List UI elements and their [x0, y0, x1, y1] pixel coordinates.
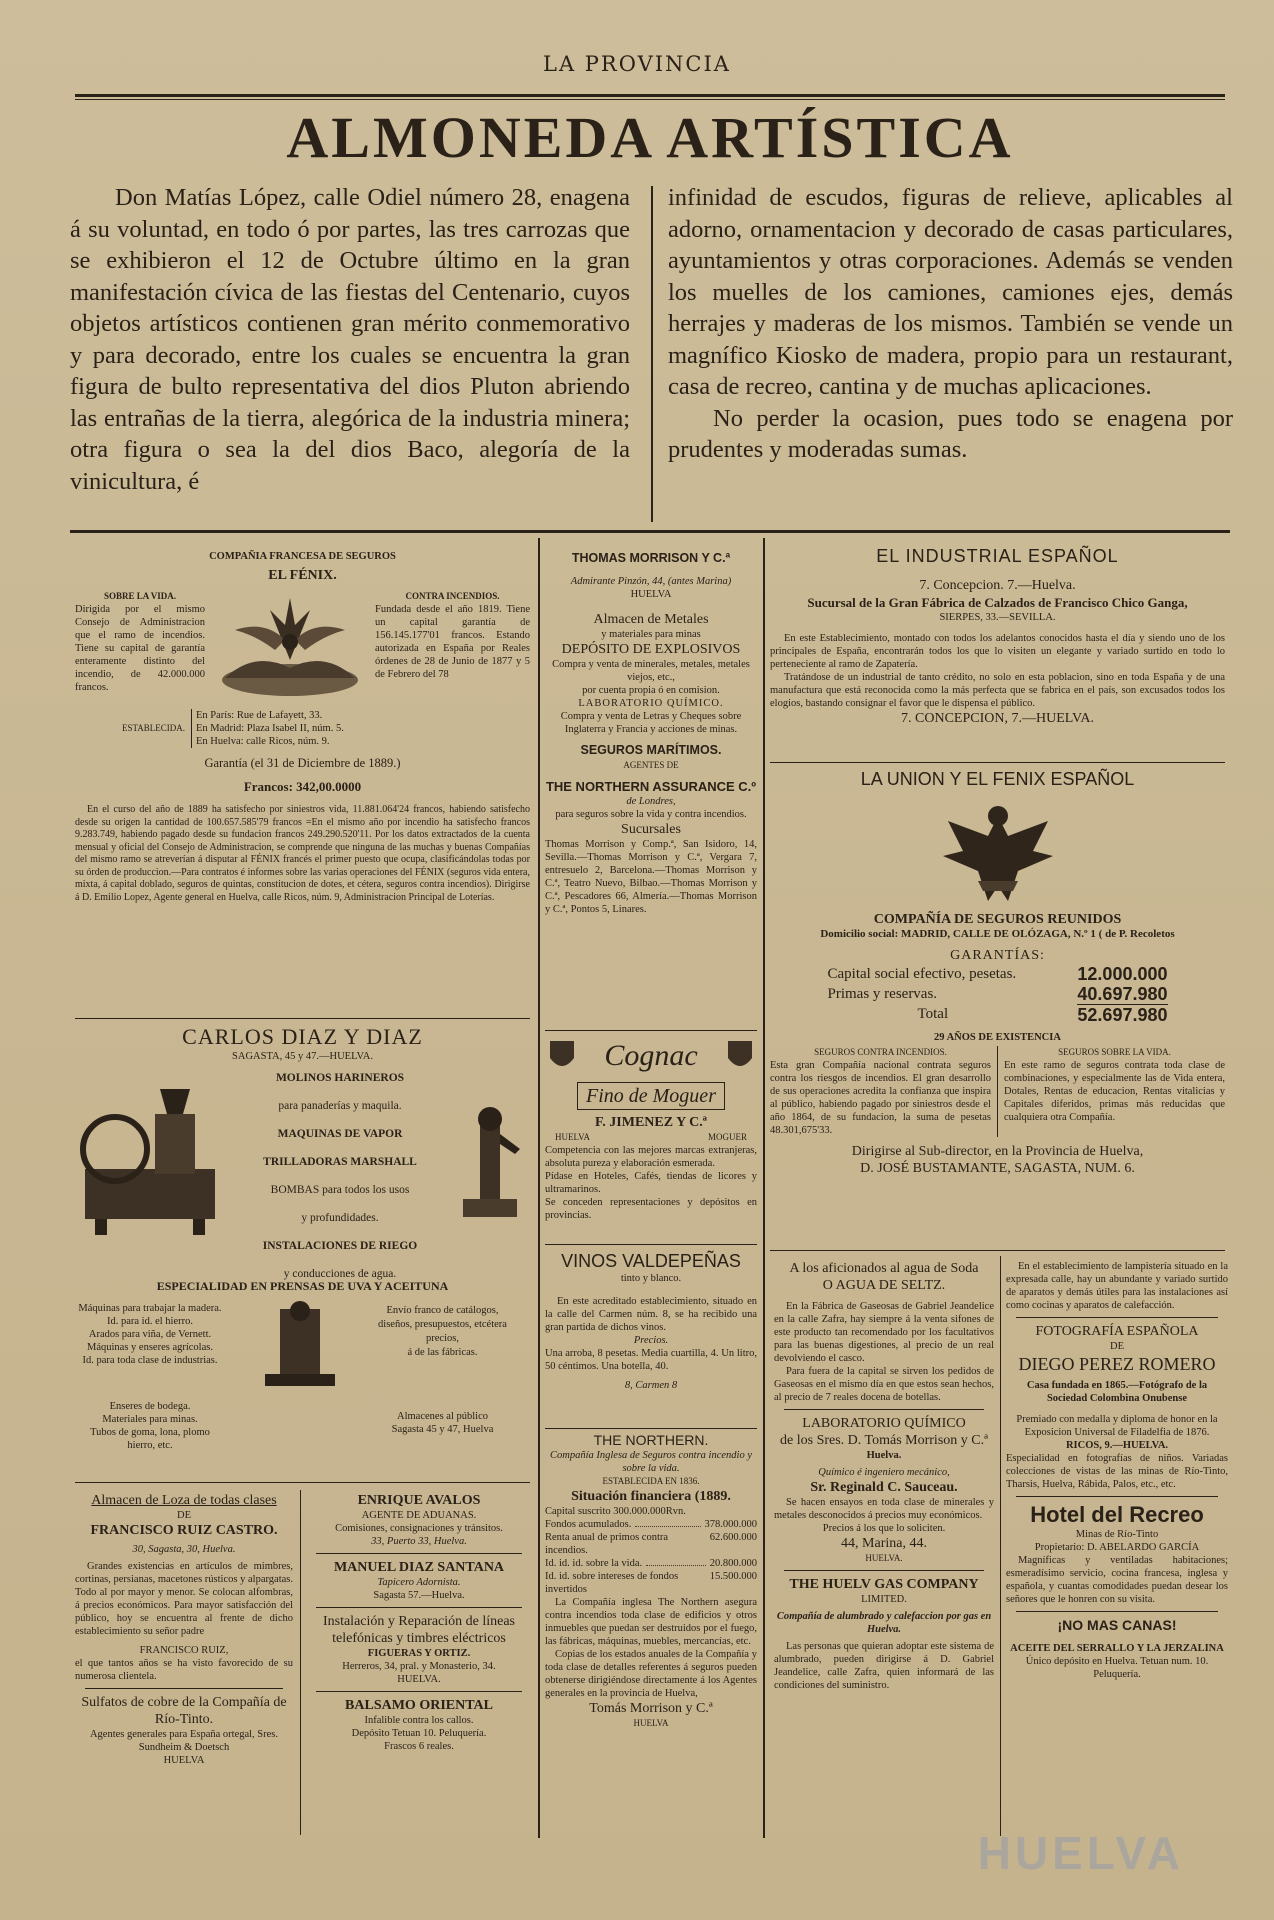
foto-title: FOTOGRAFÍA ESPAÑOLA — [1035, 1324, 1199, 1339]
foto-text: Especialidad en fotografías de niños. Variadas colecciones de vistas de las minas de Río-Tinto, Tharsis, Huelva, Rábida, Palos, etc., etc. — [1006, 1453, 1228, 1490]
industrial-footer: 7. CONCEPCION, 7.—HUELVA. — [901, 711, 1094, 726]
northern-row-label: Id. id. id. sobre la vida. — [545, 1558, 643, 1569]
northern-title: THE NORTHERN. — [593, 1432, 709, 1448]
enrique-sep — [316, 1553, 522, 1554]
vinos-prices: Una arroba, 8 pesetas. Media cuartilla, 4. Un litro, 50 céntimos. Una botella, 40. — [545, 1348, 757, 1372]
cognac-maker: F. JIMENEZ Y C.ª — [595, 1115, 707, 1130]
northern-situation: Situación financiera (1889. — [571, 1489, 731, 1504]
column-divider-1 — [538, 538, 540, 1838]
enrique-text: Comisiones, consignaciones y tránsitos. — [335, 1523, 503, 1534]
industrial-address: 7. Concepcion. 7.—Huelva. — [919, 578, 1076, 593]
carlos-item: INSTALACIONES DE RIEGO — [262, 1240, 418, 1252]
morrison-northern: THE NORTHERN ASSURANCE C.º — [545, 779, 757, 794]
lamparas-text: En el establecimiento de lampistería situado en la expresada calle, hay un abundante y variado surtido de aparatos y demás útiles para las instalaciones así como cocinas y aparatos de calefacción. — [1006, 1261, 1228, 1311]
mill-illustration — [75, 1079, 225, 1239]
loza-sep — [85, 1688, 283, 1689]
union-row-label: Capital social efectivo, pesetas. — [827, 966, 1017, 982]
balsamo-title: BALSAMO ORIENTAL — [345, 1698, 493, 1713]
almoneda-left-text: Don Matías López, calle Odiel número 28, enagena á su voluntad, en todo ó por partes, las tres carrozas que se exhibieron el 12 de Octubre último en la gran manifestación cívica de las fiestas del Centenario, cuyos objetos artísticos contienen gran mérito conmemorativo y para decorado, entre los cuales se encuentra la gran figura de bulto representativa del dios Pluton abriendo las entrañas de la tierra, alegórica de la industria minera; otra figura o sea la del dios Baco, alegoría de la vinicultura, é — [70, 184, 630, 495]
cognac-reps: Se conceden representaciones y depósitos en provincias. — [545, 1197, 757, 1221]
canas-title: ¡NO MAS CANAS! — [1057, 1617, 1177, 1633]
soda-title: A los aficionados al agua de Soda — [789, 1261, 979, 1276]
almoneda-divider — [651, 186, 653, 522]
almoneda-title: ALMONEDA ARTÍSTICA — [286, 105, 1014, 170]
fenix-fire-text: Fundada desde el año 1819. Tiene un capital garantía de 156.145.177'01 francos. Estando autorizada en España por Reales órdenes de 28 de Junio de 1877 y 5 de Febrero del 78 — [375, 604, 530, 680]
gas-tagline: Compañía de alumbrado y calefaccion por gas en Huelva. — [776, 1611, 992, 1635]
vinos-title: VINOS VALDEPEÑAS — [561, 1251, 741, 1271]
union-years: 29 AÑOS DE EXISTENCIA — [934, 1032, 1061, 1043]
carlos-left-item: Arados para viña, de Vernett. — [88, 1329, 212, 1340]
union-domicile: Domicilio social: MADRID, CALLE DE OLÓZAGA, N.º 1 ( de P. Recoletos — [820, 928, 1175, 940]
union-row-value: 12.000.000 — [1077, 964, 1168, 984]
carlos-top-rule — [75, 1018, 530, 1019]
morrison-branches-heading: Sucursales — [621, 822, 681, 837]
fenix-established: ESTABLECIDA. — [121, 723, 185, 733]
lab-city2: HUELVA. — [865, 1553, 903, 1563]
fenix-place: En Huelva: calle Ricos, núm. 9. — [196, 736, 330, 747]
morrison-item: por cuenta propia ó en comision. — [582, 685, 720, 696]
column-divider-2 — [763, 538, 765, 1838]
almacen-loza-ad — [75, 1492, 293, 1767]
lab-role: Químico é ingeniero mecánico, — [818, 1467, 950, 1478]
manuel-address: Sagasta 57.—Huelva. — [373, 1590, 465, 1601]
morrison-item: y materiales para minas — [601, 629, 701, 640]
vinos-ad — [545, 1250, 757, 1392]
union-company: COMPAÑÍA DE SEGUROS REUNIDOS — [873, 912, 1122, 927]
carlos-diaz-ad — [75, 1024, 530, 1384]
fenix-life-text: Dirigida por el mismo Consejo de Administracion que el ramo de incendios. Tiene su capital de garantía enteramente distinto del incendio, de 42.000.000 francos. — [75, 604, 205, 693]
northern-agent: Tomás Morrison y C.ª — [589, 1701, 713, 1716]
northern-row-value: 62.600.000 — [709, 1532, 757, 1543]
cognac-where: Pídase en Hoteles, Cafés, tiendas de licores y ultramarinos. — [545, 1171, 757, 1195]
lab-text2: Precios á los que lo soliciten. — [822, 1523, 946, 1534]
northern-subtitle: Compañía Inglesa de Seguros contra incendio y sobre la vida. — [550, 1450, 752, 1474]
northern-city: HUELVA — [633, 1718, 669, 1728]
carlos-item: BOMBAS para todos los usos — [270, 1184, 410, 1196]
morrison-ad — [545, 550, 757, 916]
industrial-branch-address: SIERPES, 33.—SEVILLA. — [939, 612, 1056, 623]
loza-closing: el que tantos años se ha visto favorecido de su numerosa clientela. — [75, 1658, 293, 1682]
soda-subtitle: O AGUA DE SELTZ. — [822, 1278, 946, 1293]
cognac-subtitle: Fino de Moguer — [577, 1082, 725, 1110]
industrial-rule — [770, 762, 1225, 763]
enrique-address: 33, Puerto 33, Huelva. — [371, 1536, 467, 1547]
loza-address: 30, Sagasta, 30, Huelva. — [132, 1544, 236, 1555]
carlos-left-item: Id. para id. el hierro. — [106, 1316, 193, 1327]
gas-title: THE HUELV GAS COMPANY — [789, 1577, 979, 1592]
morrison-agents: AGENTES DE — [623, 760, 679, 770]
loza-name: FRANCISCO RUIZ CASTRO. — [90, 1523, 278, 1538]
union-title: LA UNION Y EL FENIX ESPAÑOL — [860, 769, 1135, 789]
sulfatos-city: HUELVA — [163, 1755, 205, 1766]
col1-bottom-right — [306, 1492, 532, 1753]
northern-capital: Capital suscrito 300.000.000Rvn. — [545, 1506, 686, 1517]
cognac-left-place: HUELVA — [555, 1132, 591, 1142]
lamparas-sep — [1016, 1317, 1218, 1318]
cognac-rule — [545, 1244, 757, 1245]
carlos-right-item: precios, — [426, 1333, 459, 1344]
figueras-city: HUELVA. — [397, 1674, 441, 1685]
loza-de: DE — [177, 1510, 191, 1521]
foto-founded: Casa fundada en 1865.—Fotógrafo de la Sociedad Colombina Onubense — [1026, 1380, 1208, 1404]
carlos-right-item: Envío franco de catálogos, — [386, 1305, 499, 1316]
hotel-owner: Propietario: D. ABELARDO GARCÍA — [1034, 1542, 1200, 1553]
carlos-right-item: Almacenes al público — [397, 1411, 488, 1422]
carlos-left-items-2 — [75, 1400, 225, 1452]
figueras-name: FIGUERAS Y ORTIZ. — [367, 1648, 471, 1659]
carlos-item: para panaderías y maquila. — [278, 1100, 402, 1112]
almoneda-closing: No perder la ocasion, pues todo se enagena por prudentes y moderadas sumas. — [668, 404, 1233, 463]
carlos-left-item: Materiales para minas. — [102, 1414, 198, 1425]
cognac-title: Cognac — [604, 1039, 698, 1072]
carlos-item: y profundidades. — [301, 1212, 379, 1224]
figueras-sep — [316, 1691, 522, 1692]
balsamo-price: Frascos 6 reales. — [384, 1741, 454, 1752]
lab-text: Se hacen ensayos en toda clase de minerales y metales desconocidos á precios muy económicos. — [774, 1497, 994, 1521]
northern-ad — [545, 1432, 757, 1730]
figueras-address: Herreros, 34, pral. y Monasterio, 34. — [342, 1661, 496, 1672]
fenix-body: En el curso del año de 1889 ha satisfecho por siniestros vida, 11.881.064'24 francos, habiendo satisfecho desde su origen la cantidad de 100.657.585'79 francos =En el mismo año por incendio ha satisfecho francos 9.283.749, habiendo pagado desde su fundacion francos 249.290.520'11. Por los datos extractados de la cuenta mensual y oficial del Consejo de Administracion, se comprende que ninguna de las muchas y buenas Compañías del mismo ramo se atreverían á disputar al FÉNIX francés el primer puesto que ocupa, clasificándolas todas por su órden de produccion.—Para contratos é informes sobre las varias operaciones del FÉNIX (seguros vida entera, mixta, á capital doblado, seguros de quintas, constitucion de dotes, et cétera, seguros contra incendios). Dirigirse á D. Emilio Lopez, Agente general en Huelva, calle Ricos, núm. 9, Administracion Principal de Loterías. — [75, 804, 530, 903]
carlos-item: MOLINOS HARINEROS — [275, 1072, 405, 1084]
sulfatos-text: Agentes generales para España ortegal, Sres. Sundheim & Doetsch — [89, 1729, 279, 1753]
fenix-guarantee: Garantía (el 31 de Diciembre de 1889.) — [204, 756, 401, 770]
lab-name: Sr. Reginald C. Sauceau. — [810, 1480, 958, 1495]
carlos-right-item: á de las fábricas. — [407, 1347, 478, 1358]
carlos-bottom-rule — [75, 1482, 530, 1483]
industrial-title: EL INDUSTRIAL ESPAÑOL — [876, 546, 1119, 566]
northern-row-value: 20.800.000 — [709, 1558, 757, 1569]
carlos-left-item: Id. para toda clase de industrias. — [82, 1355, 218, 1366]
union-fire-text: Esta gran Compañía nacional contrata seguros contra los riesgos de incendios. El gran desarrollo de sus operaciones acredita la confianza que inspira al público, habiendo pagado por siniestros desde el año 1864, de su fundacion, la suma de pesetas 48.301,675'33. — [770, 1060, 991, 1136]
northern-row-label: Id. id. sobre intereses de fondos invertidos — [545, 1571, 679, 1595]
fenix-fire-heading: CONTRA INCENDIOS. — [405, 591, 500, 601]
vinos-subtitle: tinto y blanco. — [620, 1273, 682, 1284]
fenix-life-heading: SOBRE LA VIDA. — [103, 591, 177, 601]
union-rule — [770, 1250, 1225, 1251]
industrial-branch: Sucursal de la Gran Fábrica de Calzados de Francisco Chico Ganga, — [807, 595, 1188, 610]
northern-established: ESTABLECIDA EN 1836. — [602, 1476, 700, 1486]
lab-sep — [784, 1570, 984, 1571]
eagle-illustration — [938, 796, 1058, 911]
manuel-role: Tapicero Adornista. — [377, 1577, 461, 1588]
soda-sep — [784, 1409, 984, 1410]
library-stamp: HUELVA — [977, 1827, 1184, 1879]
foto-award: Premiado con medalla y diploma de honor en la Exposicion Universal de Filadelfia de 1876. — [1016, 1414, 1218, 1438]
vinos-rule — [545, 1428, 757, 1429]
industrial-text2: Tratándose de un industrial de tanto crédito, no solo en esta poblacion, sino en toda España y de una manufactura que está reconocida como la más perfecta que se fabrica en el país, son excusados todos los elogios, bastando consignar el favor que le dispensa el público. — [770, 672, 1225, 709]
carlos-right-items-2 — [355, 1410, 530, 1436]
carlos-item: MAQUINAS DE VAPOR — [277, 1128, 403, 1140]
northern-row — [545, 1557, 757, 1570]
loza-text: Grandes existencias en artículos de mimbres, cortinas, persianas, macetones rústicos y alpargatas. Todo al por mayor y menor. Se colocan alfombras, á precios económicos. Para mayor satisfacción del público, hoy se encuentra al frente de dicho establecimiento su señor padre — [75, 1561, 293, 1637]
carlos-right-item: Sagasta 45 y 47, Huelva — [391, 1424, 494, 1435]
vinos-text: En este acreditado establecimiento, situado en la calle del Carmen núm. 8, se ha recibido una gran partida de dichos vinos. — [545, 1296, 757, 1333]
carlos-item: y conducciones de agua. — [283, 1268, 397, 1280]
union-life-heading: SEGUROS SOBRE LA VIDA. — [1058, 1047, 1171, 1057]
fenix-name: EL FÉNIX. — [268, 568, 337, 583]
soda-text2: Para fuera de la capital se sirven los pedidos de Gaseosas en el mismo día en que estos sean hechos, al precio de 7 reales docena de botellas. — [774, 1366, 994, 1403]
fenix-place: En París: Rue de Lafayett, 33. — [196, 710, 323, 721]
lab-city: Huelva. — [866, 1450, 902, 1461]
union-ad — [770, 768, 1225, 1177]
northern-row-label: Renta anual de primos contra incendios. — [545, 1532, 669, 1556]
crest-icon — [725, 1036, 755, 1076]
lab-address: 44, Marina, 44. — [841, 1536, 927, 1551]
canas-product: ACEITE DEL SERRALLO Y LA JERZALINA — [1010, 1643, 1224, 1654]
fenix-ad — [75, 550, 530, 904]
lab-title: LABORATORIO QUÍMICO — [802, 1416, 966, 1431]
carlos-left-item: Máquinas y enseres agrícolas. — [87, 1342, 213, 1353]
union-row — [828, 1004, 1168, 1025]
crest-icon — [547, 1036, 577, 1076]
almoneda-left-column — [70, 182, 630, 497]
fenix-place: En Madrid: Plaza Isabel II, núm. 5. — [196, 723, 344, 734]
balsamo-deposit: Depósito Tetuan 10. Peluquería. — [351, 1728, 487, 1739]
morrison-item: LABORATORIO QUÍMICO. — [578, 698, 724, 709]
union-row-value: 52.697.980 — [1077, 1005, 1168, 1025]
enrique-role: AGENTE DE ADUANAS. — [361, 1510, 477, 1521]
northern-row-label: Fondos acumulados. — [545, 1519, 632, 1530]
col3-sub-divider — [1000, 1256, 1001, 1836]
cognac-text: Competencia con las mejores marcas extranjeras, absoluta pureza y elaboración esmerada. — [545, 1145, 757, 1169]
morrison-item: Almacen de Metales — [593, 612, 709, 627]
morrison-london: de Londres, — [626, 796, 676, 807]
union-contact: Dirigirse al Sub-director, en la Provincia de Huelva, — [851, 1144, 1144, 1159]
figueras-title: Instalación y Reparación de líneas telefónicas y timbres eléctricos — [322, 1614, 516, 1646]
morrison-rule — [545, 1030, 757, 1031]
foto-sep — [1016, 1496, 1218, 1497]
morrison-marine: SEGUROS MARÍTIMOS. — [580, 743, 722, 757]
pump-illustration — [455, 1104, 525, 1224]
cognac-ad — [545, 1036, 757, 1222]
union-fire-heading: SEGUROS CONTRA INCENDIOS. — [814, 1047, 947, 1057]
morrison-branches: Thomas Morrison y Comp.ª, San Isidoro, 14, Sevilla.—Thomas Morrison y C.ª, Vergara 7, entresuelo 2, Barcelona.—Thomas Morrison y C.ª, Teatro Nuevo, Bilbao.—Thomas Morrison y C.ª, Pescadores 66, Almería.—Thomas Morrison y C.ª, Pontos 5, Linares. — [545, 839, 757, 915]
morrison-city: HUELVA — [630, 589, 672, 600]
press-illustration — [250, 1299, 350, 1389]
carlos-left-item: Tubos de goma, lona, plomo hierro, etc. — [90, 1427, 210, 1451]
union-row — [828, 984, 1168, 1004]
carlos-left-item: Enseres de bodega. — [109, 1401, 191, 1412]
canas-text: Único depósito en Huelva. Tetuan num. 10. Peluquería. — [1025, 1656, 1209, 1680]
union-row-value: 40.697.980 — [1077, 984, 1168, 1004]
morrison-item: Compra y venta de Letras y Cheques sobre Inglaterra y Francia y acciones de minas. — [560, 711, 742, 735]
carlos-address: SAGASTA, 45 y 47.—HUELVA. — [232, 1051, 373, 1062]
almoneda-bottom-rule — [70, 530, 1230, 533]
industrial-text: En este Establecimiento, montado con todos los adelantos conocidos hasta el día y siendo uno de los principales de España, encontrarán todos los que lo visiten un elegante y variado surtido en todo lo perteneciente al ramo de Zapatería. — [770, 633, 1225, 670]
carlos-left-item: Máquinas para trabajar la madera. — [78, 1303, 222, 1314]
union-row-label: Total — [917, 1006, 949, 1022]
fenix-francs: Francos: 342,00.0000 — [243, 779, 362, 794]
hotel-sep — [1016, 1611, 1218, 1612]
balsamo-text: Infalible contra los callos. — [364, 1715, 474, 1726]
carlos-specialty: ESPECIALIDAD EN PRENSAS DE UVA Y ACEITUNA — [156, 1279, 449, 1293]
loza-signer: FRANCISCO RUIZ, — [139, 1645, 229, 1656]
sulfatos-title: Sulfatos de cobre de la Compañía de Río-Tinto. — [81, 1695, 287, 1727]
union-row-label: Primas y reservas. — [827, 986, 938, 1002]
loza-title: Almacen de Loza de todas clases — [91, 1493, 277, 1508]
almoneda-right-column — [668, 182, 1233, 466]
col1-sub-divider — [300, 1490, 301, 1835]
foto-name: DIEGO PEREZ ROMERO — [1018, 1354, 1216, 1374]
industrial-ad — [770, 545, 1225, 727]
almoneda-right-text: infinidad de escudos, figuras de relieve, aplicables al adorno, ornamentacion y decorado de casas particulares, ayuntamientos y otras corporaciones. Además se venden los muelles de los camiones, camiones ejes, demás herrajes y maderas de los mismos. También se vende un magnífico Kiosko de madera, propio para un restaurant, casa de recreo, cantina y de muchas aplicaciones. — [668, 184, 1233, 400]
northern-row — [545, 1531, 757, 1557]
col3-bottom-right — [1006, 1260, 1228, 1681]
manuel-sep — [316, 1607, 522, 1608]
col3-bottom-left — [774, 1260, 994, 1692]
carlos-name: CARLOS DIAZ Y DIAZ — [182, 1024, 423, 1049]
gas-subtitle: LIMITED. — [861, 1594, 907, 1605]
northern-row — [545, 1570, 757, 1596]
northern-text: La Compañía inglesa The Northern asegura contra incendios toda clase de edificios y otros inmuebles que puedan ser destruidos por el fuego, las fábricas, máquinas, muebles, mercancías, etc. — [545, 1597, 757, 1647]
phoenix-illustration — [215, 590, 365, 700]
union-row — [828, 964, 1168, 984]
morrison-name: THOMAS MORRISON Y C.ª — [571, 551, 731, 565]
northern-text2: Copias de los estados anuales de la Compañía y toda clase de detalles referentes á seguros pueden obtenerse dirigiéndose directamente á los Agentes generales en la provincia de Huelva, — [545, 1649, 757, 1699]
hotel-text: Magníficas y ventiladas habitaciones; esmeradísimo servicio, cocina francesa, inglesa y española, y cuantas comodidades puedan desear los señores que le honren con su visita. — [1006, 1555, 1228, 1605]
northern-row — [545, 1518, 757, 1531]
union-contact2: D. JOSÉ BUSTAMANTE, SAGASTA, NUM. 6. — [860, 1161, 1135, 1176]
lab-owner: de los Sres. D. Tomás Morrison y C.ª — [780, 1433, 988, 1448]
morrison-item: Compra y venta de minerales, metales, metales viejos, etc., — [552, 659, 750, 683]
vinos-prices-heading: Precios. — [633, 1335, 669, 1346]
manuel-name: MANUEL DIAZ SANTANA — [333, 1560, 505, 1575]
header-rule-thin — [75, 99, 1225, 100]
enrique-name: ENRIQUE AVALOS — [357, 1493, 481, 1508]
soda-text: En la Fábrica de Gaseosas de Gabriel Jeandelice en la calle Zafra, hay siempre á la venta sifones de este producto tan recomendado por los facultativos para las buenas digestiones, al precio de un real devolviendo el casco. — [774, 1301, 994, 1364]
morrison-address: Admirante Pinzón, 44, (antes Marina) — [570, 576, 732, 587]
vinos-address: 8, Carmen 8 — [624, 1380, 678, 1391]
morrison-item: DEPÓSITO DE EXPLOSIVOS — [561, 642, 741, 657]
northern-row-value: 15.500.000 — [709, 1571, 757, 1582]
hotel-location: Minas de Río-Tinto — [1075, 1529, 1159, 1540]
carlos-item: TRILLADORAS MARSHALL — [263, 1156, 417, 1168]
header-rule — [75, 94, 1225, 97]
foto-address: RICOS, 9.—HUELVA. — [1065, 1440, 1169, 1451]
carlos-right-item: diseños, presupuestos, etcétera — [378, 1319, 507, 1330]
union-guarantees: GARANTÍAS: — [950, 948, 1045, 963]
union-life-text: En este ramo de seguros contrata toda clase de combinaciones, y especialmente las de Vida entera, Dotales, Rentas de educacion, Rentas vitalicias y Capitales diferidos, primas más reducidas que cualquiera otra Compañía. — [1004, 1060, 1225, 1123]
foto-de: DE — [1110, 1341, 1124, 1352]
morrison-northern-text: para seguros sobre la vida y contra incendios. — [555, 809, 747, 820]
hotel-title: Hotel del Recreo — [1030, 1502, 1204, 1527]
gas-text: Las personas que quieran adoptar este sistema de alumbrado, pueden dirigirse á D. Gabriel Jeandelice, calle Zafra, quien informará de las condiciones del suministro. — [774, 1641, 994, 1691]
cognac-right-place: MOGUER — [707, 1132, 747, 1142]
northern-row-value: 378.000.000 — [704, 1519, 757, 1530]
newspaper-header: LA PROVINCIA — [543, 52, 731, 76]
fenix-company: COMPAÑIA FRANCESA DE SEGUROS — [209, 551, 396, 562]
